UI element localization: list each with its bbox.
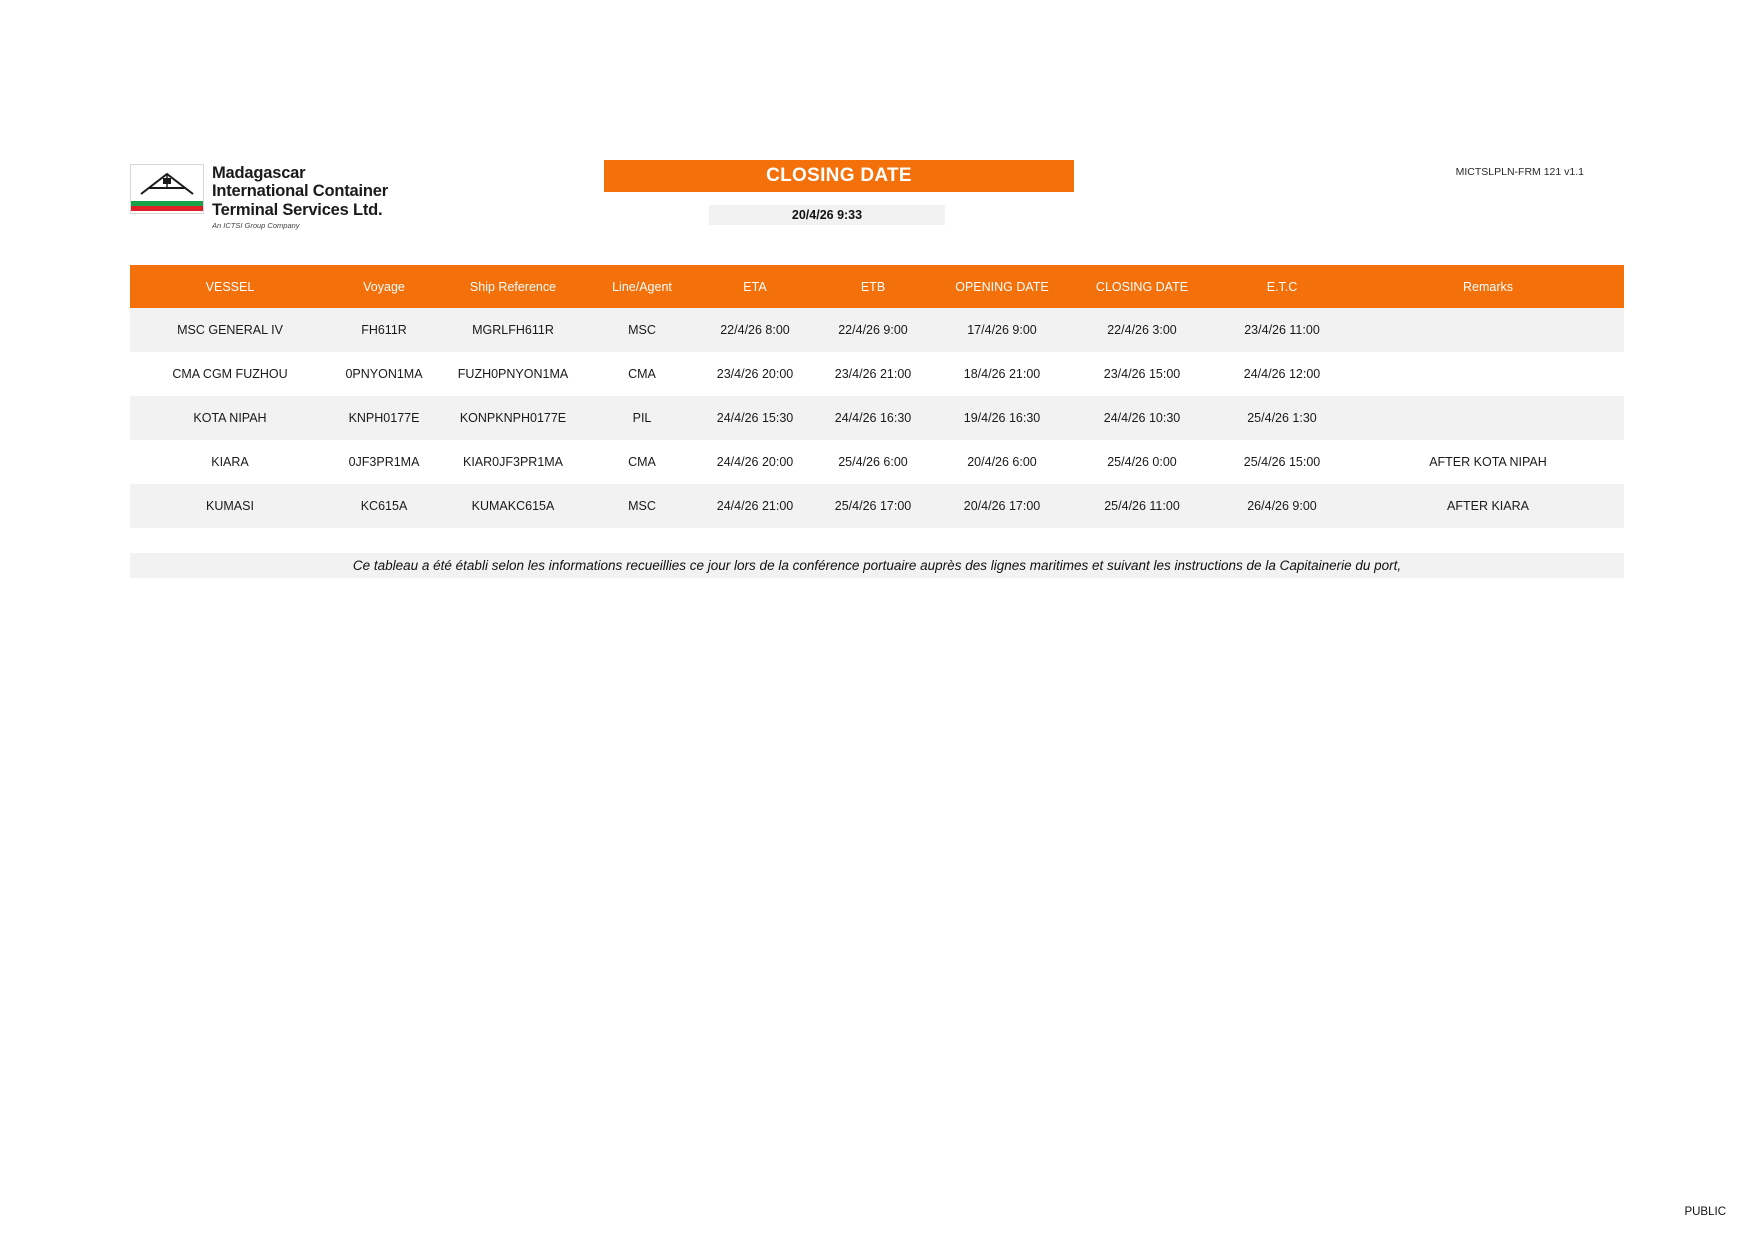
- column-header-remarks: Remarks: [1352, 265, 1624, 308]
- cell-line-agent: MSC: [588, 484, 696, 528]
- cell-closing-date: 25/4/26 11:00: [1072, 484, 1212, 528]
- cell-etc: 25/4/26 15:00: [1212, 440, 1352, 484]
- cell-vessel: KUMASI: [130, 484, 330, 528]
- table-row: [130, 308, 1624, 352]
- footer-note-text: Ce tableau a été établi selon les informations recueillies ce jour lors de la conférence portuaire auprès des lignes maritimes et suivant les instructions de la Capitainerie du port,: [352, 558, 1402, 573]
- cell-closing-date: 22/4/26 3:00: [1072, 308, 1212, 352]
- schedule-table-container: [130, 265, 1624, 528]
- cell-line-agent: CMA: [588, 440, 696, 484]
- cell-ship-reference: FUZH0PNYON1MA: [438, 352, 588, 396]
- cell-closing-date: 23/4/26 15:00: [1072, 352, 1212, 396]
- cell-eta: 24/4/26 15:30: [696, 396, 814, 440]
- cell-eta: 24/4/26 20:00: [696, 440, 814, 484]
- document-header: [0, 160, 1754, 230]
- cell-closing-date: 24/4/26 10:30: [1072, 396, 1212, 440]
- cell-remarks: [1352, 352, 1624, 396]
- page-title-label: CLOSING DATE: [766, 165, 912, 186]
- cell-vessel: CMA CGM FUZHOU: [130, 352, 330, 396]
- column-header-vessel: VESSEL: [130, 265, 330, 308]
- cell-etc: 23/4/26 11:00: [1212, 308, 1352, 352]
- cell-eta: 24/4/26 21:00: [696, 484, 814, 528]
- cell-ship-reference: KIAR0JF3PR1MA: [438, 440, 588, 484]
- table-row: [130, 396, 1624, 440]
- table-body: [130, 308, 1624, 528]
- table-row: [130, 484, 1624, 528]
- cell-etc: 24/4/26 12:00: [1212, 352, 1352, 396]
- table-row: [130, 440, 1624, 484]
- timestamp-label: 20/4/26 9:33: [791, 208, 863, 222]
- cell-opening-date: 20/4/26 17:00: [932, 484, 1072, 528]
- cell-line-agent: PIL: [588, 396, 696, 440]
- cell-etb: 23/4/26 21:00: [814, 352, 932, 396]
- document-reference: MICTSLPLN-FRM 121 v1.1: [1455, 166, 1584, 178]
- cell-voyage: 0PNYON1MA: [330, 352, 438, 396]
- cell-remarks: AFTER KOTA NIPAH: [1352, 440, 1624, 484]
- cell-opening-date: 19/4/26 16:30: [932, 396, 1072, 440]
- cell-remarks: AFTER KIARA: [1352, 484, 1624, 528]
- logo-line-2: International Container: [212, 182, 388, 201]
- cell-vessel: MSC GENERAL IV: [130, 308, 330, 352]
- column-header-voyage: Voyage: [330, 265, 438, 308]
- cell-remarks: [1352, 308, 1624, 352]
- cell-voyage: KNPH0177E: [330, 396, 438, 440]
- cell-etc: 26/4/26 9:00: [1212, 484, 1352, 528]
- logo-mark-icon: [130, 164, 204, 214]
- company-logo: [130, 164, 388, 231]
- cell-etb: 25/4/26 17:00: [814, 484, 932, 528]
- timestamp-badge: [709, 205, 945, 225]
- cell-etb: 24/4/26 16:30: [814, 396, 932, 440]
- cell-ship-reference: MGRLFH611R: [438, 308, 588, 352]
- cell-opening-date: 17/4/26 9:00: [932, 308, 1072, 352]
- cell-voyage: FH611R: [330, 308, 438, 352]
- column-header-line-agent: Line/Agent: [588, 265, 696, 308]
- page-title: [604, 160, 1074, 192]
- cell-line-agent: CMA: [588, 352, 696, 396]
- cell-etb: 25/4/26 6:00: [814, 440, 932, 484]
- footer-note: [130, 553, 1624, 578]
- table-header-row: [130, 265, 1624, 308]
- column-header-opening-date: OPENING DATE: [932, 265, 1072, 308]
- classification-label: PUBLIC: [1684, 1206, 1726, 1218]
- cell-vessel: KIARA: [130, 440, 330, 484]
- column-header-etc: E.T.C: [1212, 265, 1352, 308]
- column-header-eta: ETA: [696, 265, 814, 308]
- cell-ship-reference: KUMAKC615A: [438, 484, 588, 528]
- column-header-etb: ETB: [814, 265, 932, 308]
- cell-voyage: 0JF3PR1MA: [330, 440, 438, 484]
- crane-icon: [139, 170, 195, 196]
- cell-etb: 22/4/26 9:00: [814, 308, 932, 352]
- cell-opening-date: 18/4/26 21:00: [932, 352, 1072, 396]
- cell-closing-date: 25/4/26 0:00: [1072, 440, 1212, 484]
- logo-text: [212, 164, 388, 231]
- schedule-table: [130, 265, 1624, 528]
- table-row: [130, 352, 1624, 396]
- cell-remarks: [1352, 396, 1624, 440]
- cell-voyage: KC615A: [330, 484, 438, 528]
- flag-stripes-icon: [131, 201, 203, 213]
- logo-line-1: Madagascar: [212, 164, 306, 182]
- cell-etc: 25/4/26 1:30: [1212, 396, 1352, 440]
- column-header-closing-date: CLOSING DATE: [1072, 265, 1212, 308]
- cell-eta: 22/4/26 8:00: [696, 308, 814, 352]
- cell-opening-date: 20/4/26 6:00: [932, 440, 1072, 484]
- cell-vessel: KOTA NIPAH: [130, 396, 330, 440]
- cell-eta: 23/4/26 20:00: [696, 352, 814, 396]
- logo-line-3: Terminal Services Ltd.: [212, 200, 383, 219]
- cell-ship-reference: KONPKNPH0177E: [438, 396, 588, 440]
- column-header-ship-reference: Ship Reference: [438, 265, 588, 308]
- logo-tagline: An ICTSI Group Company: [212, 221, 300, 231]
- cell-line-agent: MSC: [588, 308, 696, 352]
